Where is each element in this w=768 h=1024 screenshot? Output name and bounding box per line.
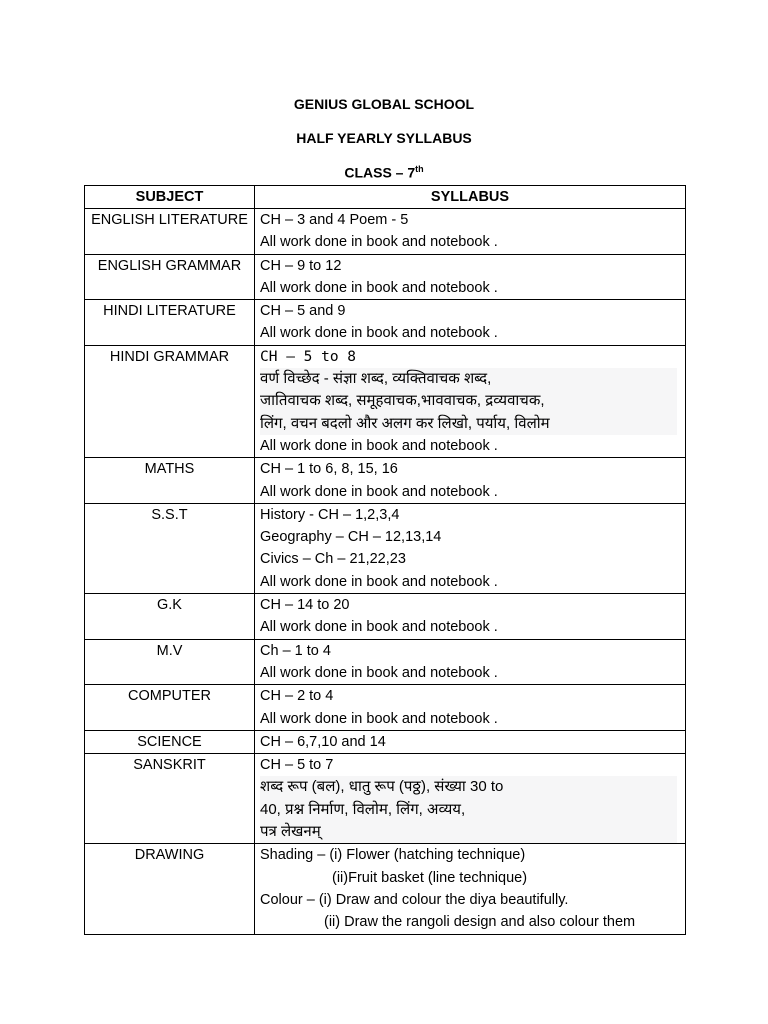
syllabus-line: (ii) Draw the rangoli design and also colour them [324, 914, 636, 931]
syllabus-line: Shading – (i) Flower (hatching technique) [260, 847, 526, 864]
syllabus-line: Civics – Ch – 21,22,23 [260, 551, 406, 568]
sanskrit-text-block [260, 776, 677, 843]
syllabus-line: All work done in book and notebook . [260, 234, 498, 251]
syllabus-line: All work done in book and notebook . [260, 325, 498, 342]
subject-cell: G.K [85, 594, 255, 640]
subject-cell: ENGLISH LITERATURE [85, 209, 255, 255]
hindi-text-block [260, 368, 677, 435]
syllabus-line: All work done in book and notebook . [260, 619, 498, 636]
subject-cell: HINDI LITERATURE [85, 300, 255, 346]
syllabus-line: CH – 6,7,10 and 14 [260, 733, 386, 750]
syllabus-line: Geography – CH – 12,13,14 [260, 529, 442, 546]
syllabus-cell [255, 254, 686, 300]
table-row [85, 594, 686, 640]
syllabus-cell [255, 300, 686, 346]
syllabus-cell [255, 345, 686, 457]
subject-cell: DRAWING [85, 844, 255, 934]
syllabus-line: (ii)Fruit basket (line technique) [332, 869, 528, 886]
syllabus-line: All work done in book and notebook . [260, 710, 498, 727]
subject-cell: SCIENCE [85, 730, 255, 753]
table-row [85, 458, 686, 504]
syllabus-cell [255, 685, 686, 731]
table-row [85, 844, 686, 934]
syllabus-line: CH – 1 to 6, 8, 15, 16 [260, 461, 398, 478]
table-row [85, 345, 686, 457]
syllabus-line: CH – 2 to 4 [260, 688, 334, 705]
table-row [85, 503, 686, 593]
syllabus-cell [255, 754, 686, 844]
subject-cell: SANSKRIT [85, 754, 255, 844]
table-row [85, 754, 686, 844]
table-row [85, 300, 686, 346]
syllabus-table [84, 185, 686, 935]
class-label [0, 164, 768, 181]
syllabus-line: CH – 5 and 9 [260, 303, 346, 320]
syllabus-cell [255, 458, 686, 504]
table-row [85, 254, 686, 300]
subject-cell: HINDI GRAMMAR [85, 345, 255, 457]
syllabus-cell [255, 730, 686, 753]
exam-title: HALF YEARLY SYLLABUS [296, 130, 472, 146]
syllabus-cell [255, 503, 686, 593]
syllabus-line: All work done in book and notebook . [260, 437, 498, 454]
school-name: GENIUS GLOBAL SCHOOL [293, 96, 475, 112]
class-label-text: CLASS – 7 [344, 164, 416, 181]
syllabus-line: All work done in book and notebook . [260, 279, 498, 296]
subject-cell: S.S.T [85, 503, 255, 593]
subject-cell: COMPUTER [85, 685, 255, 731]
syllabus-line: CH – 9 to 12 [260, 257, 342, 274]
syllabus-line: लिंग, वचन बदलो और अलग कर लिखो, पर्याय, विलोम [260, 414, 550, 432]
syllabus-line: CH – 5 to 8 [260, 348, 357, 365]
syllabus-line: History - CH – 1,2,3,4 [260, 506, 400, 523]
class-label-superscript: th [415, 164, 424, 174]
syllabus-cell [255, 844, 686, 934]
subject-cell: MATHS [85, 458, 255, 504]
table-row [85, 730, 686, 753]
syllabus-line: CH – 3 and 4 Poem - 5 [260, 212, 409, 228]
syllabus-line: All work done in book and notebook . [260, 573, 498, 590]
syllabus-cell [255, 209, 686, 255]
syllabus-line: जातिवाचक शब्द, समूहवाचक,भाववाचक, द्रव्यवाचक, [260, 392, 545, 410]
syllabus-line: All work done in book and notebook . [260, 664, 498, 681]
table-row [85, 639, 686, 685]
syllabus-line: All work done in book and notebook . [260, 483, 498, 500]
table-row [85, 209, 686, 255]
syllabus-line: CH – 5 to 7 [260, 757, 334, 774]
header-syllabus: SYLLABUS [255, 186, 686, 209]
header-subject: SUBJECT [85, 186, 255, 209]
syllabus-line: Colour – (i) Draw and colour the diya beautifully. [260, 891, 569, 908]
syllabus-line: शब्द रूप (बल), धातु रूप (पठ्ठ), संख्या 30 to [260, 778, 504, 796]
table-row [85, 685, 686, 731]
syllabus-line: Ch – 1 to 4 [260, 642, 331, 659]
subject-cell: M.V [85, 639, 255, 685]
syllabus-cell [255, 639, 686, 685]
subject-cell: ENGLISH GRAMMAR [85, 254, 255, 300]
syllabus-line: वर्ण विच्छेद - संज्ञा शब्द, व्यक्तिवाचक शब्द, [260, 370, 492, 388]
syllabus-line: 40, प्रश्न निर्माण, विलोम, लिंग, अव्यय, [260, 800, 466, 818]
table-header-row [85, 186, 686, 209]
syllabus-line: पत्र लेखनम् [260, 823, 321, 841]
syllabus-cell [255, 594, 686, 640]
syllabus-line: CH – 14 to 20 [260, 597, 350, 614]
